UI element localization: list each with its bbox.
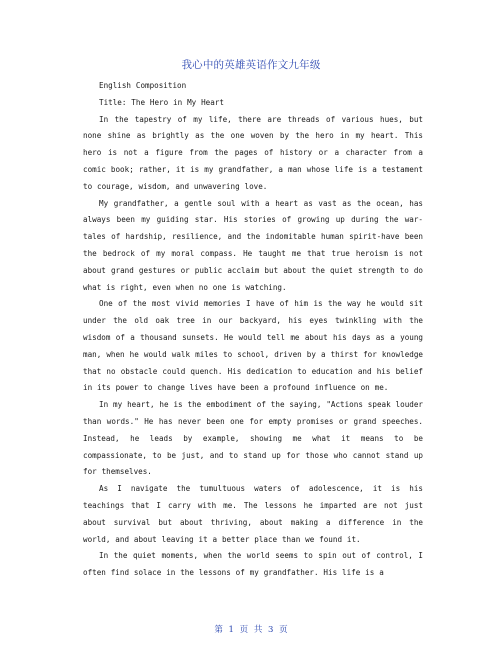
paragraph: In my heart, he is the embodiment of the saying, "Actions speak louder than words." He has never been one for empty promises or grand speeches. Instead, he leads by example, showing me what it means to be compassionate, to be just, and to stand up for those who cannot stand up for themselves. — [83, 400, 423, 477]
paragraph-title: Title: The Hero in My Heart — [99, 97, 224, 107]
paragraph-heading: English Composition — [99, 81, 187, 90]
paragraph: In the tapestry of my life, there are threads of various hues, but none shine as brightly as the one woven by the hero in my heart. This hero is not a figure from the pages of history or a character from a comic book; rather, it is my grandfather, a man whose life is a testament to courage, wisdom, and unwavering love. — [83, 114, 423, 191]
paragraph: As I navigate the tumultuous waters of adolescence, it is his teachings that I carry with me. The lessons he imparted are not just about survival but about thriving, about making a difference in the world, and about leaving it a better place than we found it. — [83, 484, 423, 544]
paragraph: My grandfather, a gentle soul with a heart as vast as the ocean, has always been my guiding star. His stories of growing up during the war-tales of hardship, resilience, and the indomitable human spirit-have been the bedrock of my moral compass. He taught me that true heroism is not about grand gestures or public acclaim but about the quiet strength to do what is right, even when no one is watching. — [83, 198, 423, 292]
paragraph: One of the most vivid memories I have of him is the way he would sit under the old oak tree in our backyard, his eyes twinkling with the wisdom of a thousand sunsets. He would tell me about his days as a young man, when he would walk miles to school, driven by a thirst for knowledge that no obstacle could quench. His dedication to education and his belief in its power to change lives have been a profound influence on me. — [83, 299, 423, 393]
document-body — [83, 78, 423, 582]
page-footer: 第 1 页 共 3 页 — [214, 625, 288, 635]
paragraph: In the quiet moments, when the world seems to spin out of control, I often find solace in the lessons of my grandfather. His life is a — [83, 551, 423, 578]
document-title: 我心中的英雄英语作文九年级 — [181, 59, 321, 71]
